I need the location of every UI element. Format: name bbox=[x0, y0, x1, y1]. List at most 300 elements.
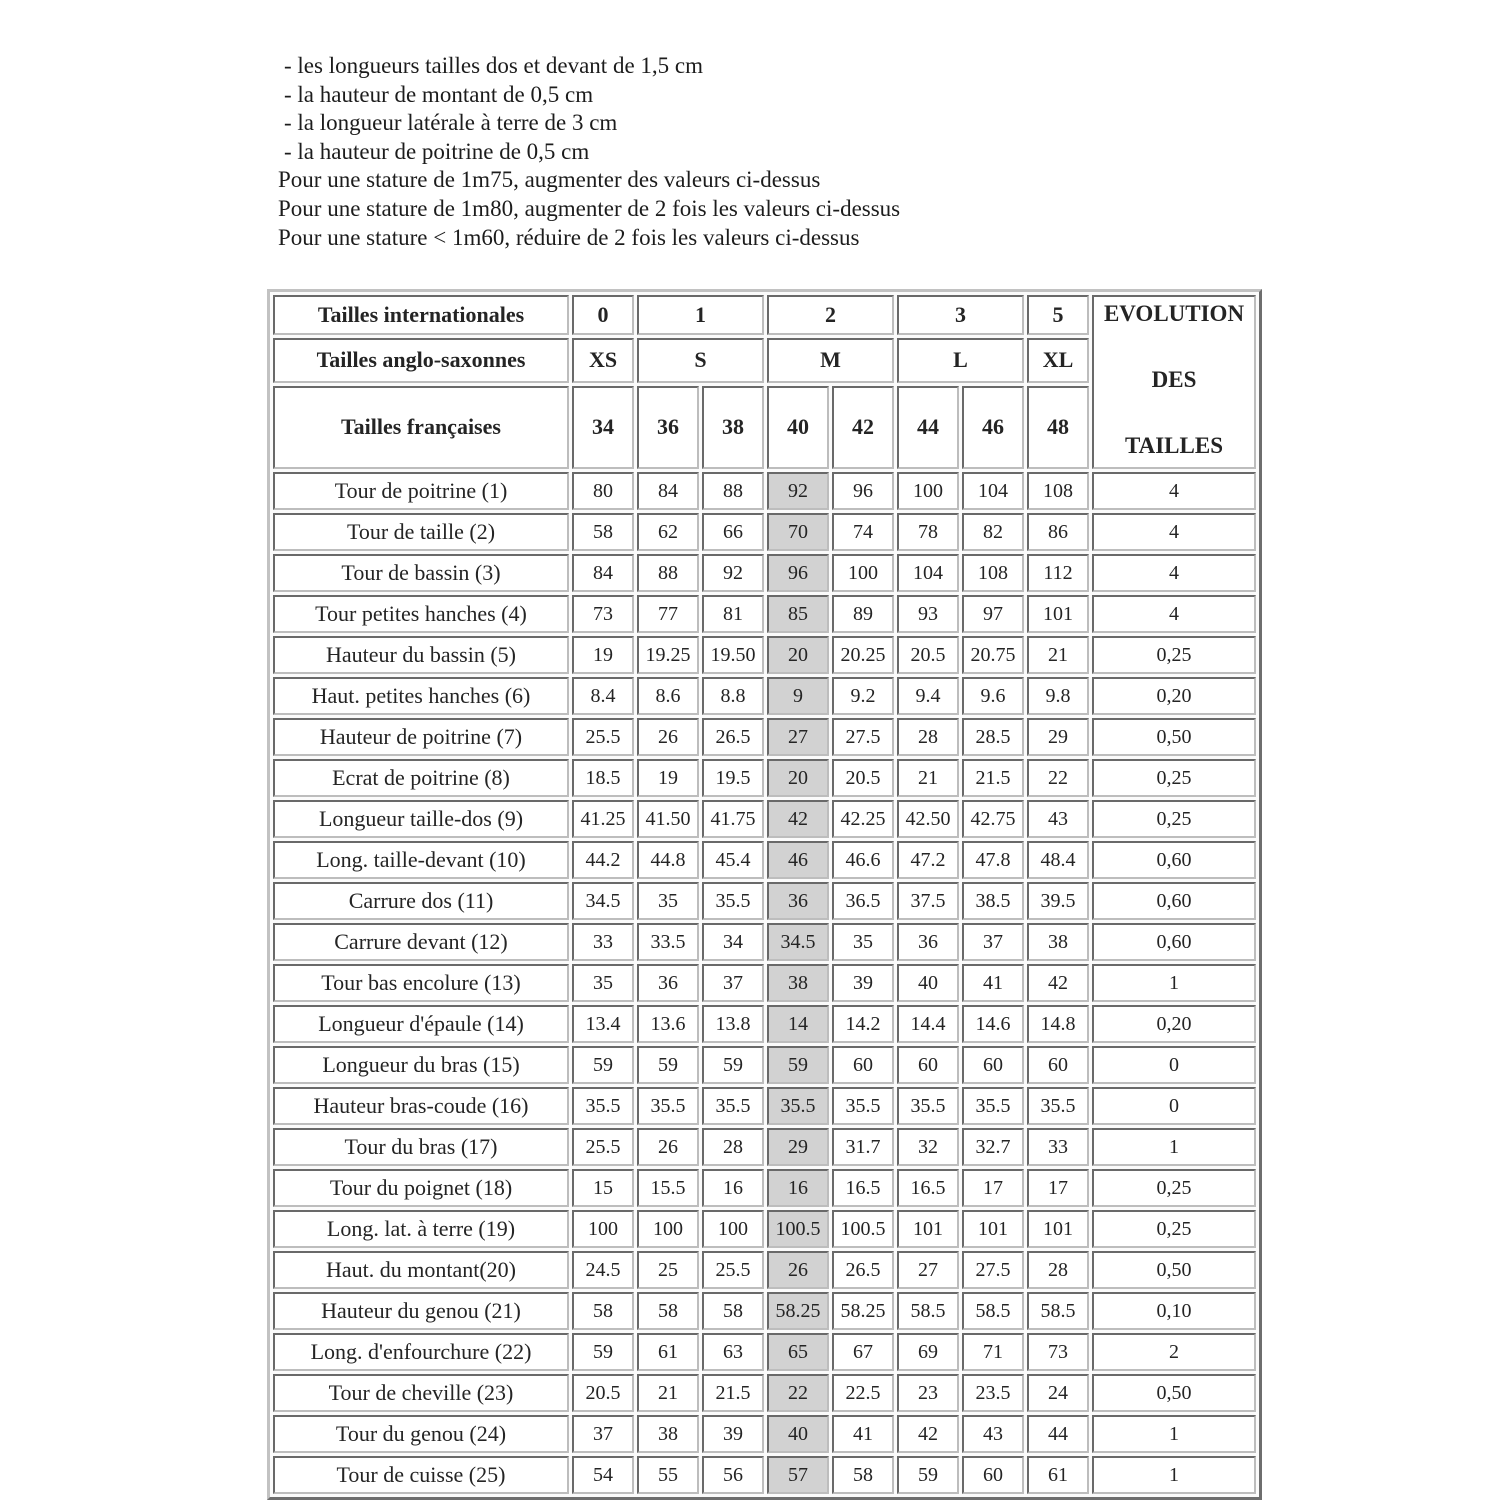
measure-value: 26 bbox=[767, 1251, 829, 1289]
evolution-value: 0 bbox=[1092, 1087, 1256, 1125]
measure-value: 59 bbox=[897, 1456, 959, 1494]
note-line: Pour une stature < 1m60, réduire de 2 fois les valeurs ci-dessus bbox=[278, 224, 860, 250]
measure-value: 58.5 bbox=[897, 1292, 959, 1330]
measure-value: 43 bbox=[1027, 800, 1089, 838]
evolution-value: 2 bbox=[1092, 1333, 1256, 1371]
measure-value: 36 bbox=[767, 882, 829, 920]
measure-value: 32.7 bbox=[962, 1128, 1024, 1166]
measure-value: 46 bbox=[767, 841, 829, 879]
measure-value: 58.5 bbox=[962, 1292, 1024, 1330]
evolution-value: 4 bbox=[1092, 554, 1256, 592]
measure-value: 108 bbox=[1027, 472, 1089, 510]
measure-value: 100 bbox=[832, 554, 894, 592]
measure-value: 44 bbox=[1027, 1415, 1089, 1453]
measure-value: 17 bbox=[1027, 1169, 1089, 1207]
measure-value: 28 bbox=[702, 1128, 764, 1166]
measure-label: Haut. petites hanches (6) bbox=[273, 677, 569, 715]
header-size-cell: S bbox=[637, 338, 764, 382]
evolution-value: 1 bbox=[1092, 1456, 1256, 1494]
measure-value: 58.5 bbox=[1027, 1292, 1089, 1330]
measure-value: 20.25 bbox=[832, 636, 894, 674]
measure-value: 89 bbox=[832, 595, 894, 633]
evolution-value: 4 bbox=[1092, 513, 1256, 551]
measure-value: 58 bbox=[832, 1456, 894, 1494]
measure-value: 41.50 bbox=[637, 800, 699, 838]
measure-value: 36 bbox=[897, 923, 959, 961]
measure-value: 9.4 bbox=[897, 677, 959, 715]
evolution-header-word: EVOLUTION bbox=[1103, 301, 1245, 326]
measure-value: 59 bbox=[702, 1046, 764, 1084]
measure-value: 100 bbox=[897, 472, 959, 510]
measure-value: 42 bbox=[897, 1415, 959, 1453]
measure-value: 58 bbox=[572, 513, 634, 551]
measure-value: 42.50 bbox=[897, 800, 959, 838]
measure-value: 25.5 bbox=[572, 1128, 634, 1166]
header-size-cell: M bbox=[767, 338, 894, 382]
measure-label: Long. lat. à terre (19) bbox=[273, 1210, 569, 1248]
measure-value: 16.5 bbox=[832, 1169, 894, 1207]
measure-row bbox=[273, 1087, 1256, 1125]
measure-row bbox=[273, 759, 1256, 797]
evolution-value: 0,20 bbox=[1092, 1005, 1256, 1043]
measure-value: 21.5 bbox=[962, 759, 1024, 797]
evolution-value: 0,10 bbox=[1092, 1292, 1256, 1330]
measure-value: 100 bbox=[702, 1210, 764, 1248]
measure-value: 18.5 bbox=[572, 759, 634, 797]
measure-row bbox=[273, 636, 1256, 674]
measure-value: 39 bbox=[832, 964, 894, 1002]
measure-value: 29 bbox=[1027, 718, 1089, 756]
measure-value: 43 bbox=[962, 1415, 1024, 1453]
measure-label: Long. taille-devant (10) bbox=[273, 841, 569, 879]
header-row-label: Tailles internationales bbox=[273, 295, 569, 335]
measure-row bbox=[273, 1046, 1256, 1084]
measure-label: Longueur d'épaule (14) bbox=[273, 1005, 569, 1043]
measure-value: 8.4 bbox=[572, 677, 634, 715]
evolution-value: 4 bbox=[1092, 472, 1256, 510]
measure-value: 78 bbox=[897, 513, 959, 551]
measure-value: 100 bbox=[572, 1210, 634, 1248]
header-size-cell: 36 bbox=[637, 386, 699, 470]
measure-value: 101 bbox=[1027, 595, 1089, 633]
measure-value: 62 bbox=[637, 513, 699, 551]
measure-value: 100.5 bbox=[767, 1210, 829, 1248]
measure-value: 22 bbox=[1027, 759, 1089, 797]
measure-row bbox=[273, 1251, 1256, 1289]
evolution-value: 1 bbox=[1092, 1415, 1256, 1453]
measure-label: Tour de taille (2) bbox=[273, 513, 569, 551]
evolution-value: 0,50 bbox=[1092, 1374, 1256, 1412]
measure-value: 96 bbox=[767, 554, 829, 592]
measure-value: 58 bbox=[637, 1292, 699, 1330]
measure-value: 46.6 bbox=[832, 841, 894, 879]
measure-value: 28 bbox=[1027, 1251, 1089, 1289]
measure-value: 81 bbox=[702, 595, 764, 633]
measure-value: 42 bbox=[1027, 964, 1089, 1002]
measure-value: 47.2 bbox=[897, 841, 959, 879]
measure-value: 40 bbox=[897, 964, 959, 1002]
measure-row bbox=[273, 718, 1256, 756]
measure-value: 19.25 bbox=[637, 636, 699, 674]
measure-value: 60 bbox=[832, 1046, 894, 1084]
measure-row bbox=[273, 1333, 1256, 1371]
measure-value: 35.5 bbox=[1027, 1087, 1089, 1125]
measure-value: 37.5 bbox=[897, 882, 959, 920]
measure-value: 20.5 bbox=[832, 759, 894, 797]
measure-row bbox=[273, 513, 1256, 551]
note-line: - la hauteur de poitrine de 0,5 cm bbox=[284, 138, 590, 164]
measure-value: 16 bbox=[767, 1169, 829, 1207]
measure-value: 35.5 bbox=[702, 882, 764, 920]
measure-value: 36 bbox=[637, 964, 699, 1002]
measure-value: 42 bbox=[767, 800, 829, 838]
measure-value: 92 bbox=[702, 554, 764, 592]
measure-value: 21 bbox=[1027, 636, 1089, 674]
measure-row bbox=[273, 472, 1256, 510]
measure-value: 26.5 bbox=[702, 718, 764, 756]
measure-value: 9.6 bbox=[962, 677, 1024, 715]
measure-value: 24.5 bbox=[572, 1251, 634, 1289]
evolution-header-word: DES bbox=[1151, 367, 1197, 392]
measure-value: 17 bbox=[962, 1169, 1024, 1207]
measure-value: 14.4 bbox=[897, 1005, 959, 1043]
measure-label: Tour du genou (24) bbox=[273, 1415, 569, 1453]
measure-value: 77 bbox=[637, 595, 699, 633]
measure-value: 22.5 bbox=[832, 1374, 894, 1412]
measure-value: 38.5 bbox=[962, 882, 1024, 920]
measure-row bbox=[273, 1128, 1256, 1166]
measure-value: 104 bbox=[897, 554, 959, 592]
measure-row bbox=[273, 1210, 1256, 1248]
header-size-cell: 3 bbox=[897, 295, 1024, 335]
measure-value: 112 bbox=[1027, 554, 1089, 592]
measure-value: 108 bbox=[962, 554, 1024, 592]
measure-value: 41 bbox=[962, 964, 1024, 1002]
measure-value: 19.5 bbox=[702, 759, 764, 797]
evolution-value: 0,50 bbox=[1092, 718, 1256, 756]
measure-value: 66 bbox=[702, 513, 764, 551]
measure-value: 59 bbox=[572, 1333, 634, 1371]
measure-value: 58.25 bbox=[767, 1292, 829, 1330]
measure-value: 59 bbox=[767, 1046, 829, 1084]
measure-value: 101 bbox=[1027, 1210, 1089, 1248]
measure-row bbox=[273, 882, 1256, 920]
measure-value: 41.75 bbox=[702, 800, 764, 838]
measure-value: 21.5 bbox=[702, 1374, 764, 1412]
measure-value: 57 bbox=[767, 1456, 829, 1494]
measure-value: 74 bbox=[832, 513, 894, 551]
measure-value: 27.5 bbox=[962, 1251, 1024, 1289]
measure-value: 36.5 bbox=[832, 882, 894, 920]
header-size-cell: 46 bbox=[962, 386, 1024, 470]
evolution-header-stack bbox=[1094, 297, 1254, 467]
measure-value: 101 bbox=[897, 1210, 959, 1248]
measure-value: 37 bbox=[962, 923, 1024, 961]
measure-value: 65 bbox=[767, 1333, 829, 1371]
measure-label: Tour de cheville (23) bbox=[273, 1374, 569, 1412]
header-size-cell: XS bbox=[572, 338, 634, 382]
measure-value: 35 bbox=[572, 964, 634, 1002]
measure-value: 14.8 bbox=[1027, 1005, 1089, 1043]
measure-value: 33 bbox=[572, 923, 634, 961]
measure-value: 26 bbox=[637, 718, 699, 756]
measure-value: 27 bbox=[767, 718, 829, 756]
measure-value: 23 bbox=[897, 1374, 959, 1412]
measure-value: 41 bbox=[832, 1415, 894, 1453]
size-chart-table bbox=[267, 289, 1262, 1500]
measure-value: 25 bbox=[637, 1251, 699, 1289]
evolution-value: 1 bbox=[1092, 1128, 1256, 1166]
header-row bbox=[273, 295, 1256, 335]
measure-row bbox=[273, 1374, 1256, 1412]
header-size-cell: 48 bbox=[1027, 386, 1089, 470]
header-size-cell: XL bbox=[1027, 338, 1089, 382]
measure-row bbox=[273, 554, 1256, 592]
note-line: - les longueurs tailles dos et devant de 1,5 cm bbox=[284, 53, 704, 78]
measure-value: 9.8 bbox=[1027, 677, 1089, 715]
measure-value: 20 bbox=[767, 759, 829, 797]
evolution-value: 0,25 bbox=[1092, 1169, 1256, 1207]
measure-value: 58 bbox=[572, 1292, 634, 1330]
measure-value: 27 bbox=[897, 1251, 959, 1289]
measure-value: 60 bbox=[897, 1046, 959, 1084]
measure-value: 14 bbox=[767, 1005, 829, 1043]
measure-value: 28.5 bbox=[962, 718, 1024, 756]
measure-value: 60 bbox=[1027, 1046, 1089, 1084]
measure-row bbox=[273, 677, 1256, 715]
measure-label: Ecrat de poitrine (8) bbox=[273, 759, 569, 797]
evolution-value: 0 bbox=[1092, 1046, 1256, 1084]
measure-row bbox=[273, 841, 1256, 879]
measure-row bbox=[273, 800, 1256, 838]
measure-label: Tour de bassin (3) bbox=[273, 554, 569, 592]
measure-value: 39.5 bbox=[1027, 882, 1089, 920]
measure-value: 33 bbox=[1027, 1128, 1089, 1166]
measure-value: 82 bbox=[962, 513, 1024, 551]
header-row-label: Tailles anglo-saxonnes bbox=[273, 338, 569, 382]
note-line: Pour une stature de 1m75, augmenter des valeurs ci-dessus bbox=[278, 167, 821, 193]
measure-row bbox=[273, 1169, 1256, 1207]
notes-block bbox=[278, 52, 900, 252]
measure-value: 15.5 bbox=[637, 1169, 699, 1207]
measure-value: 34 bbox=[702, 923, 764, 961]
measure-value: 8.8 bbox=[702, 677, 764, 715]
measure-value: 19.50 bbox=[702, 636, 764, 674]
measure-value: 35.5 bbox=[897, 1087, 959, 1125]
header-size-cell: 5 bbox=[1027, 295, 1089, 335]
measure-label: Tour de poitrine (1) bbox=[273, 472, 569, 510]
measure-value: 21 bbox=[637, 1374, 699, 1412]
measure-label: Hauteur du bassin (5) bbox=[273, 636, 569, 674]
measure-value: 33.5 bbox=[637, 923, 699, 961]
measure-value: 32 bbox=[897, 1128, 959, 1166]
measure-value: 37 bbox=[702, 964, 764, 1002]
measure-label: Hauteur de poitrine (7) bbox=[273, 718, 569, 756]
measure-label: Tour du bras (17) bbox=[273, 1128, 569, 1166]
measure-value: 55 bbox=[637, 1456, 699, 1494]
measure-row bbox=[273, 595, 1256, 633]
header-size-cell: 34 bbox=[572, 386, 634, 470]
measure-value: 29 bbox=[767, 1128, 829, 1166]
measure-value: 84 bbox=[637, 472, 699, 510]
measure-value: 86 bbox=[1027, 513, 1089, 551]
measure-value: 61 bbox=[637, 1333, 699, 1371]
measure-value: 13.8 bbox=[702, 1005, 764, 1043]
measure-value: 20.75 bbox=[962, 636, 1024, 674]
measure-value: 38 bbox=[1027, 923, 1089, 961]
measure-value: 56 bbox=[702, 1456, 764, 1494]
measure-value: 35 bbox=[637, 882, 699, 920]
measure-value: 16 bbox=[702, 1169, 764, 1207]
measure-label: Tour bas encolure (13) bbox=[273, 964, 569, 1002]
measure-value: 16.5 bbox=[897, 1169, 959, 1207]
measure-value: 35.5 bbox=[637, 1087, 699, 1125]
measure-value: 31.7 bbox=[832, 1128, 894, 1166]
measure-value: 80 bbox=[572, 472, 634, 510]
measure-value: 69 bbox=[897, 1333, 959, 1371]
note-line: Pour une stature de 1m80, augmenter de 2 fois les valeurs ci-dessus bbox=[278, 195, 901, 221]
evolution-value: 0,25 bbox=[1092, 759, 1256, 797]
note-line: - la longueur latérale à terre de 3 cm bbox=[284, 110, 618, 136]
measure-row bbox=[273, 923, 1256, 961]
header-row-label: Tailles françaises bbox=[273, 386, 569, 470]
measure-value: 40 bbox=[767, 1415, 829, 1453]
measure-value: 25.5 bbox=[572, 718, 634, 756]
measure-value: 39 bbox=[702, 1415, 764, 1453]
measure-value: 37 bbox=[572, 1415, 634, 1453]
measure-value: 34.5 bbox=[572, 882, 634, 920]
measure-value: 25.5 bbox=[702, 1251, 764, 1289]
measure-value: 21 bbox=[897, 759, 959, 797]
measure-value: 73 bbox=[572, 595, 634, 633]
measure-value: 70 bbox=[767, 513, 829, 551]
measure-value: 14.6 bbox=[962, 1005, 1024, 1043]
measure-value: 19 bbox=[572, 636, 634, 674]
measure-label: Tour du poignet (18) bbox=[273, 1169, 569, 1207]
measure-value: 60 bbox=[962, 1046, 1024, 1084]
header-size-cell: L bbox=[897, 338, 1024, 382]
measure-row bbox=[273, 1005, 1256, 1043]
measure-label: Long. d'enfourchure (22) bbox=[273, 1333, 569, 1371]
measure-value: 9 bbox=[767, 677, 829, 715]
measure-value: 58 bbox=[702, 1292, 764, 1330]
measure-value: 104 bbox=[962, 472, 1024, 510]
evolution-value: 1 bbox=[1092, 964, 1256, 1002]
measure-label: Hauteur du genou (21) bbox=[273, 1292, 569, 1330]
measure-value: 44.8 bbox=[637, 841, 699, 879]
measure-value: 38 bbox=[767, 964, 829, 1002]
measure-value: 35.5 bbox=[767, 1087, 829, 1125]
evolution-value: 0,60 bbox=[1092, 882, 1256, 920]
header-size-cell: 2 bbox=[767, 295, 894, 335]
measure-row bbox=[273, 1292, 1256, 1330]
measure-label: Carrure devant (12) bbox=[273, 923, 569, 961]
measure-value: 23.5 bbox=[962, 1374, 1024, 1412]
header-size-cell: 38 bbox=[702, 386, 764, 470]
measure-value: 97 bbox=[962, 595, 1024, 633]
measure-value: 47.8 bbox=[962, 841, 1024, 879]
measure-value: 59 bbox=[637, 1046, 699, 1084]
measure-value: 27.5 bbox=[832, 718, 894, 756]
evolution-value: 0,25 bbox=[1092, 636, 1256, 674]
measure-value: 67 bbox=[832, 1333, 894, 1371]
measure-label: Tour de cuisse (25) bbox=[273, 1456, 569, 1494]
measure-label: Longueur taille-dos (9) bbox=[273, 800, 569, 838]
measure-row bbox=[273, 1456, 1256, 1494]
measure-value: 13.4 bbox=[572, 1005, 634, 1043]
evolution-header-word: TAILLES bbox=[1124, 433, 1223, 458]
measure-value: 14.2 bbox=[832, 1005, 894, 1043]
measure-value: 100.5 bbox=[832, 1210, 894, 1248]
header-size-cell: 1 bbox=[637, 295, 764, 335]
measure-value: 60 bbox=[962, 1456, 1024, 1494]
measure-value: 96 bbox=[832, 472, 894, 510]
measure-value: 58.25 bbox=[832, 1292, 894, 1330]
header-size-cell: 0 bbox=[572, 295, 634, 335]
measure-value: 61 bbox=[1027, 1456, 1089, 1494]
header-size-cell: 44 bbox=[897, 386, 959, 470]
header-size-cell: 42 bbox=[832, 386, 894, 470]
measure-value: 44.2 bbox=[572, 841, 634, 879]
measure-value: 59 bbox=[572, 1046, 634, 1084]
measure-value: 73 bbox=[1027, 1333, 1089, 1371]
measure-value: 22 bbox=[767, 1374, 829, 1412]
evolution-value: 0,60 bbox=[1092, 923, 1256, 961]
measure-value: 35.5 bbox=[962, 1087, 1024, 1125]
measure-value: 88 bbox=[702, 472, 764, 510]
measure-value: 34.5 bbox=[767, 923, 829, 961]
measure-value: 35.5 bbox=[702, 1087, 764, 1125]
measure-value: 35.5 bbox=[832, 1087, 894, 1125]
measure-value: 54 bbox=[572, 1456, 634, 1494]
header-size-cell: 40 bbox=[767, 386, 829, 470]
measure-value: 45.4 bbox=[702, 841, 764, 879]
measure-value: 15 bbox=[572, 1169, 634, 1207]
measure-value: 42.25 bbox=[832, 800, 894, 838]
measure-value: 20 bbox=[767, 636, 829, 674]
measure-value: 101 bbox=[962, 1210, 1024, 1248]
measure-label: Haut. du montant(20) bbox=[273, 1251, 569, 1289]
evolution-value: 0,50 bbox=[1092, 1251, 1256, 1289]
evolution-value: 0,60 bbox=[1092, 841, 1256, 879]
measure-value: 85 bbox=[767, 595, 829, 633]
measure-value: 93 bbox=[897, 595, 959, 633]
measure-value: 13.6 bbox=[637, 1005, 699, 1043]
measure-value: 35.5 bbox=[572, 1087, 634, 1125]
measure-label: Carrure dos (11) bbox=[273, 882, 569, 920]
measure-value: 28 bbox=[897, 718, 959, 756]
measure-value: 26 bbox=[637, 1128, 699, 1166]
measure-value: 20.5 bbox=[897, 636, 959, 674]
measure-value: 20.5 bbox=[572, 1374, 634, 1412]
measure-value: 100 bbox=[637, 1210, 699, 1248]
measure-value: 38 bbox=[637, 1415, 699, 1453]
measure-row bbox=[273, 964, 1256, 1002]
measure-value: 19 bbox=[637, 759, 699, 797]
measure-row bbox=[273, 1415, 1256, 1453]
evolution-value: 0,25 bbox=[1092, 1210, 1256, 1248]
note-line: - la hauteur de montant de 0,5 cm bbox=[284, 81, 594, 107]
measure-label: Longueur du bras (15) bbox=[273, 1046, 569, 1084]
evolution-value: 0,25 bbox=[1092, 800, 1256, 838]
measure-value: 35 bbox=[832, 923, 894, 961]
measure-value: 63 bbox=[702, 1333, 764, 1371]
measure-value: 24 bbox=[1027, 1374, 1089, 1412]
measure-label: Tour petites hanches (4) bbox=[273, 595, 569, 633]
measure-value: 42.75 bbox=[962, 800, 1024, 838]
measure-value: 41.25 bbox=[572, 800, 634, 838]
measure-value: 84 bbox=[572, 554, 634, 592]
